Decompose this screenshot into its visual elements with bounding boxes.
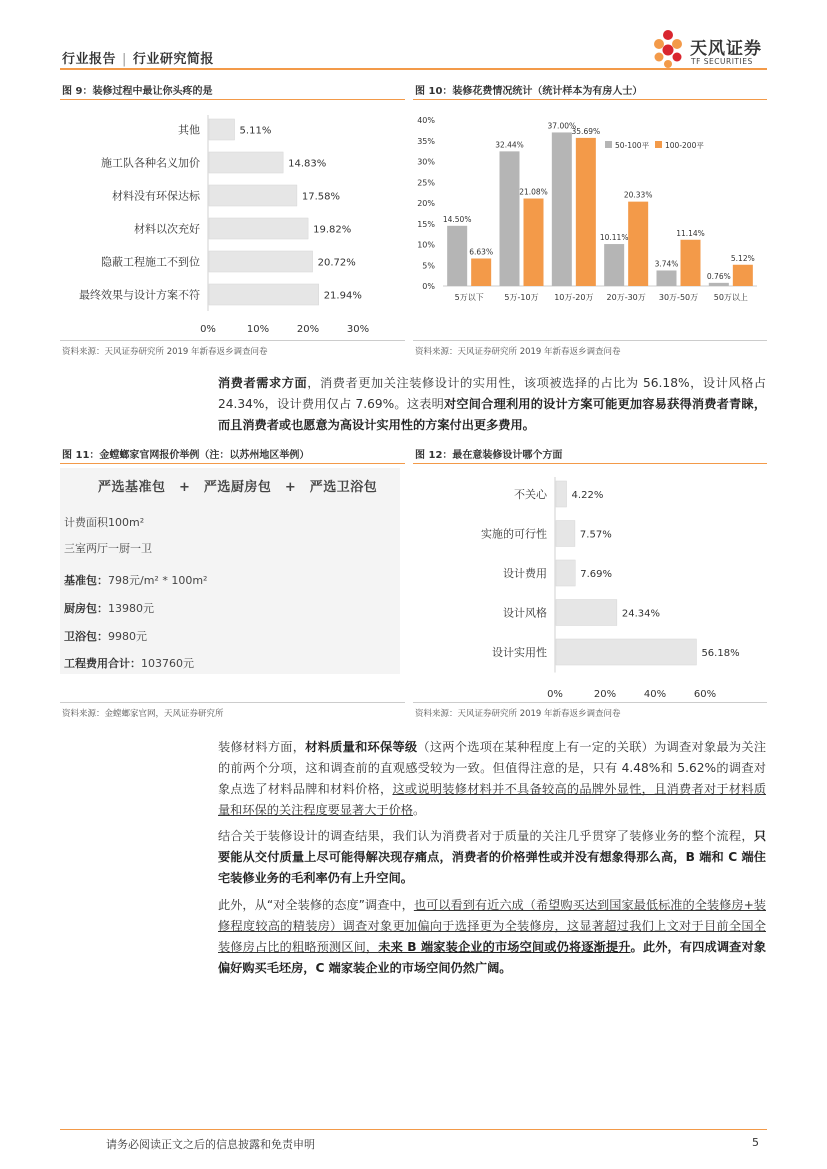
fig10-legend-swatch	[655, 141, 662, 148]
p4-bold: 。此外，有四成调查对象偏好购买毛坯房，C 端家装企业的市场空间仍然广阔。	[218, 940, 767, 975]
fig10-bar-series2	[471, 258, 491, 286]
fig9-category-label: 其他	[178, 123, 200, 137]
fig12-category-label: 设计风格	[503, 606, 547, 620]
fig10-bar-series1	[709, 283, 729, 286]
fig10-y-tick-label: 20%	[417, 199, 435, 208]
fig10-bar-series1	[657, 270, 677, 286]
p2-lead: 装修材料方面，	[218, 740, 306, 754]
fig10-category-label: 30万-50万	[658, 293, 699, 302]
fig10-bottom-rule	[413, 340, 767, 341]
p2-end: 。	[413, 803, 426, 817]
fig10-bar-series1	[604, 244, 624, 286]
fig12-bar	[556, 481, 567, 507]
fig12-data-label: 7.69%	[580, 569, 613, 580]
fig9-category-label: 材料以次充好	[134, 222, 200, 236]
fig10-legend-label: 100-200平	[665, 141, 704, 150]
fig9-bar	[209, 152, 283, 173]
fig9-data-label: 19.82%	[313, 224, 352, 236]
fig12-chart	[413, 466, 767, 700]
billing-area: 计费面积100m²	[64, 516, 145, 529]
fig10-data-label: 32.44%	[495, 140, 524, 150]
fig10-legend-swatch	[605, 141, 612, 148]
fig10-category-label: 5万以下	[454, 293, 484, 302]
fig9-category-label: 最终效果与设计方案不符	[79, 288, 200, 302]
fig10-data-label: 11.14%	[676, 228, 705, 238]
fig9-source: 资料来源：天风证券研究所 2019 年新春返乡调查问卷	[62, 347, 268, 357]
fig10-legend-label: 50-100平	[615, 141, 650, 150]
p4-underline: 也可以看到有近六成（希望购买达到国家最低标准的全装修房+装修程度较高的精装房）调查对象更加偏向于选择更为全装修房，这显著超过我们上文对于目前全国全装修房占比的粗略预测区间，	[218, 898, 766, 954]
p4-bold-underline: 未来 B 端家装企业的市场空间或仍将逐渐提升	[378, 940, 631, 954]
fig10-category-label: 20万-30万	[606, 293, 646, 302]
fig10-y-tick-label: 0%	[422, 282, 435, 291]
fig12-bar	[556, 521, 575, 547]
p2-text: （这两个选项在某种程度上有一定的关联）为调查对象最为关注的前两个分项，这和调查前的直观感受较为一致。但值得注意的是，只有 4.48%和 5.62%的调查对象点选了材料品牌和材料价格，	[218, 740, 767, 796]
fig10-bar-series2	[681, 240, 701, 286]
fig12-source: 资料来源：天风证券研究所 2019 年新春返乡调查问卷	[415, 709, 621, 719]
report-type: 行业报告	[62, 52, 117, 67]
fig10-y-tick-label: 30%	[417, 157, 435, 167]
fig12-x-tick-label: 20%	[593, 689, 617, 700]
fig12-bar	[556, 639, 696, 665]
fig10-category-label: 5万-10万	[504, 293, 539, 302]
fig9-data-label: 21.94%	[323, 290, 362, 302]
total-cost-line: 工程费用合计：103760元	[64, 657, 194, 670]
fig9-data-label: 17.58%	[301, 191, 341, 203]
fig9-bar	[209, 218, 308, 239]
fig10-y-tick-label: 15%	[417, 219, 435, 229]
tf-securities-logo	[648, 26, 768, 70]
fig9-x-tick-label: 20%	[296, 324, 320, 335]
fig12-category-label: 不关心	[514, 488, 547, 501]
fig12-category-label: 设计实用性	[492, 646, 547, 659]
fig9-bar	[209, 284, 319, 305]
flower-logo-icon	[648, 26, 688, 70]
fig9-data-label: 20.72%	[317, 257, 356, 269]
fig12-category-label: 设计费用	[503, 567, 547, 580]
fig10-bar-series2	[628, 202, 648, 286]
fig12-category-label: 实施的可行性	[481, 527, 547, 541]
fig10-data-label: 14.50%	[442, 214, 472, 224]
p1-bold-lead: 消费者需求方面	[218, 376, 308, 390]
fig10-chart	[413, 102, 767, 338]
fig9-category-label: 隐蔽工程施工不到位	[101, 255, 200, 269]
logo-text-en: TF SECURITIES	[691, 57, 753, 66]
fig10-category-label: 50万以上	[713, 293, 748, 302]
fig9-data-label: 5.11%	[239, 125, 272, 137]
fig9-category-label: 施工队各种名义加价	[101, 156, 200, 170]
p1-bold-conclusion: 对空间合理利用的设计方案可能更加容易获得消费者青睐，而且消费者或也愿意为高设计实用性的方案付出更多费用。	[218, 397, 767, 432]
fig12-bottom-rule	[413, 702, 767, 703]
paragraph-full-decoration	[218, 895, 766, 979]
fig12-x-tick-label: 40%	[643, 689, 667, 700]
fig10-y-tick-label: 5%	[422, 261, 435, 271]
fig10-data-label: 21.08%	[519, 187, 548, 197]
header-divider	[60, 68, 767, 70]
fig10-y-tick-label: 40%	[417, 116, 435, 125]
report-subtype: 行业研究简报	[132, 52, 214, 67]
fig10-bar-series1	[500, 151, 520, 286]
fig10-source: 资料来源：天风证券研究所 2019 年新春返乡调查问卷	[415, 347, 621, 357]
fig11-source: 资料来源：金螳螂家官网，天风证券研究所	[62, 709, 224, 719]
kitchen-package-line: 厨房包：13980元	[64, 602, 154, 615]
p2-underline: 这或说明装修材料并不具备较高的品牌外显性，且消费者对于材料质量和环保的关注程度要显著大于价格	[218, 782, 767, 817]
fig11-bottom-rule	[60, 702, 405, 703]
fig9-x-tick-label: 0%	[200, 324, 216, 335]
report-header	[62, 48, 214, 67]
fig10-data-label: 10.11%	[599, 233, 629, 243]
fig9-x-tick-label: 30%	[346, 324, 370, 335]
bath-package-line: 卫浴包：9980元	[64, 630, 147, 643]
p2-bold: 材料质量和环保等级	[305, 740, 418, 754]
fig11-title: 图 11：金螳螂家官网报价举例（注：以苏州地区举例）	[62, 450, 310, 461]
base-package-line: 基准包：798元/m² * 100m²	[64, 574, 208, 587]
fig12-title-rule	[413, 463, 767, 464]
logo-text-cn: 天风证券	[690, 39, 762, 59]
fig10-category-label: 10万-20万	[554, 293, 594, 302]
fig12-x-tick-label: 60%	[693, 689, 717, 700]
fig9-chart	[60, 102, 405, 338]
footer-divider	[60, 1129, 767, 1130]
p1-text: ，消费者更加关注装修设计的实用性，该项被选择的占比为 56.18%，设计风格占 24.34%，设计费用仅占 7.69%。这表明	[218, 376, 766, 411]
fig10-y-tick-label: 35%	[417, 136, 435, 146]
fig12-title: 图 12：最在意装修设计哪个方面	[415, 450, 563, 461]
paragraph-materials	[218, 737, 766, 821]
fig9-bar	[209, 251, 313, 272]
fig10-bar-series2	[524, 199, 544, 286]
fig9-title: 图 9：装修过程中最让你头疼的是	[62, 86, 213, 97]
fig9-title-rule	[60, 99, 405, 100]
fig9-bottom-rule	[60, 340, 405, 341]
package-headline: 严选基准包 + 严选厨房包 + 严选卫浴包	[98, 480, 378, 495]
fig10-bar-series1	[447, 226, 467, 286]
footer-disclaimer: 请务必阅读正文之后的信息披露和免责申明	[106, 1138, 315, 1151]
fig12-data-label: 7.57%	[579, 529, 612, 541]
fig9-bar	[209, 185, 297, 206]
fig10-bar-series1	[552, 132, 572, 286]
fig10-title-rule	[413, 99, 767, 100]
fig10-data-label: 35.69%	[571, 126, 601, 136]
fig10-data-label: 3.74%	[654, 259, 679, 269]
fig9-category-label: 材料没有环保达标	[112, 189, 200, 203]
fig12-data-label: 4.22%	[571, 490, 604, 501]
fig10-data-label: 20.33%	[623, 190, 653, 200]
room-layout: 三室两厅一厨一卫	[64, 542, 152, 555]
fig10-data-label: 37.00%	[547, 121, 577, 131]
page-number: 5	[752, 1136, 759, 1149]
price-quote-box	[60, 468, 400, 674]
fig10-bar-series2	[733, 265, 753, 286]
p3-text: 结合关于装修设计的调查结果，我们认为消费者对于质量的关注几乎贯穿了装修业务的整个流程，	[218, 829, 754, 843]
fig12-x-tick-label: 0%	[547, 689, 563, 700]
fig10-title: 图 10：装修花费情况统计（统计样本为有房人士）	[415, 86, 643, 97]
p4-text: 此外，从“对全装修的态度”调查中，	[218, 898, 414, 912]
fig10-data-label: 0.76%	[706, 271, 731, 281]
fig9-bar	[209, 119, 235, 140]
header-separator: |	[122, 52, 127, 67]
fig9-x-tick-label: 10%	[246, 324, 270, 335]
p3-bold: 只要能从交付质量上尽可能得解决现存痛点，消费者的价格弹性或并没有想象得那么高，B 端和 C 端住宅装修业务的毛利率仍有上升空间。	[218, 829, 766, 885]
paragraph-demand	[218, 373, 766, 436]
fig10-data-label: 5.12%	[730, 253, 755, 263]
paragraph-quality	[218, 826, 766, 889]
fig9-data-label: 14.83%	[288, 158, 327, 170]
fig12-data-label: 56.18%	[701, 648, 740, 659]
fig12-bar	[556, 600, 617, 626]
fig11-title-rule	[60, 463, 405, 464]
fig10-y-tick-label: 10%	[417, 240, 435, 250]
fig10-y-tick-label: 25%	[417, 178, 435, 188]
fig10-data-label: 6.63%	[469, 247, 494, 257]
fig12-bar	[556, 560, 575, 586]
fig12-data-label: 24.34%	[621, 608, 660, 620]
fig10-bar-series2	[576, 138, 596, 286]
